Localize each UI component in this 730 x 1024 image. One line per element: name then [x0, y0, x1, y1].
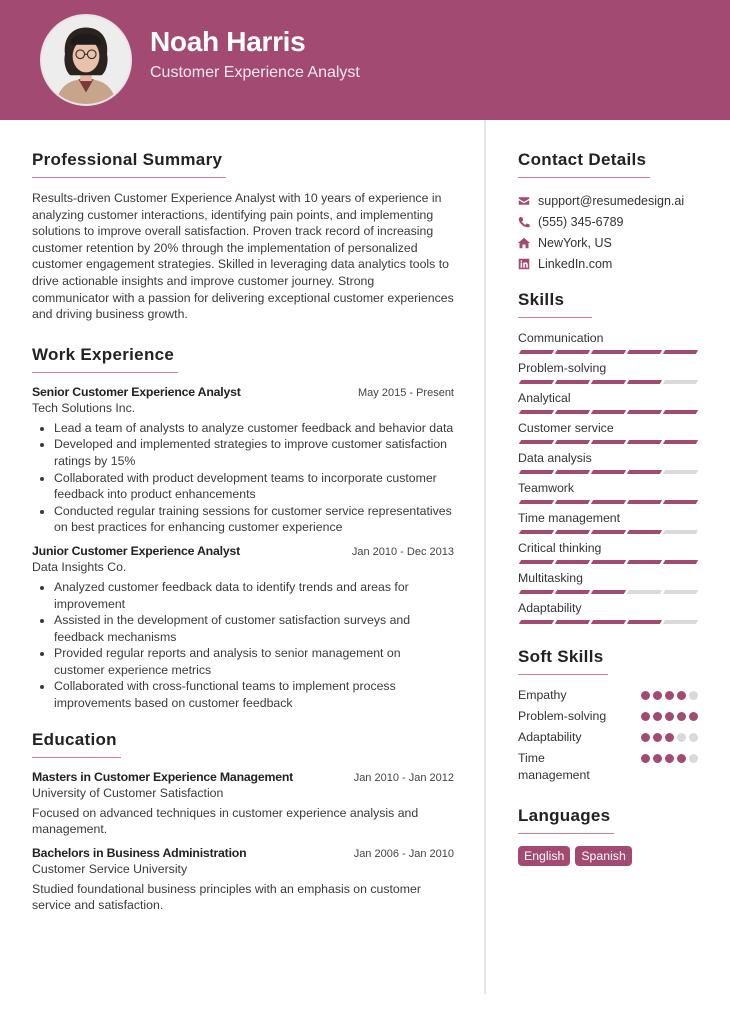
bar-segment-filled: [663, 560, 698, 564]
bar-segment-filled: [627, 380, 662, 384]
language-tag: English: [518, 846, 570, 866]
rating-dot-filled: [677, 712, 686, 721]
bar-segment-filled: [627, 410, 662, 414]
soft-skill-label: Empathy: [518, 688, 567, 702]
soft-skills-section: [518, 647, 703, 784]
bar-segment-filled: [663, 350, 698, 354]
contact-location: [518, 232, 703, 253]
bar-segment-filled: [555, 560, 590, 564]
soft-skill-item: [518, 750, 703, 784]
column-divider: [484, 120, 486, 994]
job-bullet: • Collaborated with cross-functional teams to implement process improvements based on customer feedback: [54, 678, 454, 711]
skill-label: Teamwork: [518, 481, 575, 495]
bar-segment-filled: [627, 470, 662, 474]
skill-item: [518, 600, 703, 625]
bar-segment-filled: [555, 620, 590, 624]
bar-segment-filled: [519, 380, 554, 384]
job-company: Data Insights Co.: [32, 559, 127, 574]
bar-segment-filled: [663, 500, 698, 504]
soft-skill-rating: [641, 750, 703, 784]
degree-name: Bachelors in Business Administration: [32, 845, 247, 860]
education-section: [32, 730, 454, 914]
skill-level-bar: [518, 620, 703, 625]
rating-dot-filled: [653, 691, 662, 700]
skill-item: [518, 330, 703, 355]
bar-segment-filled: [555, 530, 590, 534]
skill-level-bar: [518, 410, 703, 415]
skill-item: [518, 510, 703, 535]
education-dates: Jan 2010 - Jan 2012: [353, 771, 454, 784]
rating-dot-empty: [689, 733, 698, 742]
soft-skill-label: Adaptability: [518, 730, 582, 744]
bar-segment-filled: [519, 530, 554, 534]
section-heading: Languages: [518, 806, 614, 834]
skills-section: [518, 290, 703, 625]
skill-level-bar: [518, 500, 703, 505]
bar-segment-filled: [519, 410, 554, 414]
bar-segment-empty: [663, 620, 698, 624]
bar-segment-empty: [663, 380, 698, 384]
skill-level-bar: [518, 440, 703, 445]
rating-dot-empty: [689, 691, 698, 700]
education-entry: [32, 846, 454, 914]
bar-segment-empty: [663, 470, 698, 474]
skill-label: Problem-solving: [518, 361, 607, 375]
bar-segment-filled: [627, 530, 662, 534]
job-role: Senior Customer Experience Analyst: [32, 384, 241, 399]
bar-segment-filled: [555, 470, 590, 474]
skill-item: [518, 360, 703, 385]
rating-dot-filled: [665, 712, 674, 721]
skill-level-bar: [518, 530, 703, 535]
bar-segment-filled: [519, 440, 554, 444]
bar-segment-filled: [555, 380, 590, 384]
bar-segment-filled: [519, 590, 554, 594]
bar-segment-filled: [555, 440, 590, 444]
bar-segment-filled: [627, 350, 662, 354]
job-bullets: [54, 579, 454, 712]
contact-phone[interactable]: [518, 211, 703, 232]
section-heading: Contact Details: [518, 150, 650, 178]
degree-name: Masters in Customer Experience Management: [32, 769, 294, 784]
contact-email[interactable]: [518, 190, 703, 211]
rating-dot-empty: [677, 733, 686, 742]
bar-segment-filled: [591, 410, 626, 414]
skill-item: [518, 480, 703, 505]
language-tags: [518, 846, 703, 866]
skill-label: Multitasking: [518, 571, 583, 585]
bar-segment-empty: [627, 590, 662, 594]
skill-level-bar: [518, 560, 703, 565]
language-tag: Spanish: [575, 846, 631, 866]
bar-segment-filled: [555, 500, 590, 504]
bar-segment-filled: [591, 470, 626, 474]
bar-segment-filled: [627, 500, 662, 504]
bar-segment-filled: [663, 410, 698, 414]
candidate-title: Customer Experience Analyst: [150, 64, 360, 81]
skill-label: Analytical: [518, 391, 571, 405]
rating-dot-filled: [677, 754, 686, 763]
job-bullet: • Provided regular reports and analysis to senior management on customer experience metrics: [54, 645, 454, 678]
soft-skill-item: [518, 729, 703, 746]
soft-skill-label: Time management: [518, 751, 590, 782]
education-description: Studied foundational business principles with an emphasis on customer service and satisfaction.: [32, 881, 421, 913]
job-dates: Jan 2010 - Dec 2013: [351, 545, 454, 558]
skill-level-bar: [518, 470, 703, 475]
languages-section: [518, 806, 703, 866]
bar-segment-filled: [591, 380, 626, 384]
bar-segment-filled: [591, 530, 626, 534]
school-name: University of Customer Satisfaction: [32, 785, 224, 800]
bar-segment-filled: [591, 620, 626, 624]
rating-dot-filled: [665, 691, 674, 700]
rating-dot-filled: [641, 691, 650, 700]
candidate-name: Noah Harris: [150, 26, 306, 57]
skill-label: Critical thinking: [518, 541, 602, 555]
soft-skill-rating: [641, 687, 703, 704]
skill-item: [518, 390, 703, 415]
resume-header: [0, 0, 730, 120]
bar-segment-filled: [519, 470, 554, 474]
job-entry: [32, 544, 454, 712]
skill-item: [518, 570, 703, 595]
bar-segment-filled: [627, 560, 662, 564]
rating-dot-filled: [653, 754, 662, 763]
bar-segment-filled: [627, 620, 662, 624]
bar-segment-filled: [627, 440, 662, 444]
section-heading: Education: [32, 730, 121, 758]
bar-segment-filled: [591, 500, 626, 504]
skill-label: Customer service: [518, 421, 614, 435]
rating-dot-filled: [641, 754, 650, 763]
summary-section: [32, 150, 454, 323]
skill-level-bar: [518, 380, 703, 385]
bar-segment-filled: [519, 560, 554, 564]
main-column: [32, 150, 454, 928]
bar-segment-filled: [591, 350, 626, 354]
person-photo-icon: [42, 16, 130, 104]
linkedin-icon: [518, 258, 538, 270]
job-bullet: • Lead a team of analysts to analyze customer feedback and behavior data: [54, 420, 454, 437]
job-entry: [32, 385, 454, 536]
skill-label: Time management: [518, 511, 621, 525]
rating-dot-filled: [641, 712, 650, 721]
contact-text: support@resumedesign.ai: [538, 193, 685, 208]
rating-dot-empty: [689, 754, 698, 763]
bar-segment-filled: [591, 590, 626, 594]
rating-dot-filled: [689, 712, 698, 721]
bar-segment-empty: [663, 530, 698, 534]
skill-item: [518, 540, 703, 565]
job-bullet: • Assisted in the development of customer satisfaction surveys and feedback mechanisms: [54, 612, 454, 645]
soft-skill-item: [518, 708, 703, 725]
contact-text: LinkedIn.com: [538, 256, 613, 271]
skill-level-bar: [518, 590, 703, 595]
education-entry: [32, 770, 454, 838]
job-bullet: • Conducted regular training sessions for customer service representatives on best practices for enhancing customer experience: [54, 503, 454, 536]
soft-skill-rating: [641, 729, 703, 746]
sidebar-column: [518, 150, 703, 880]
bar-segment-filled: [591, 560, 626, 564]
section-heading: Soft Skills: [518, 647, 608, 675]
skill-label: Communication: [518, 331, 604, 345]
job-bullet: • Developed and implemented strategies to improve customer satisfaction ratings by 15%: [54, 436, 454, 469]
job-company: Tech Solutions Inc.: [32, 400, 136, 415]
bar-segment-filled: [519, 500, 554, 504]
skill-level-bar: [518, 350, 703, 355]
section-heading: Professional Summary: [32, 150, 226, 178]
summary-text: Results-driven Customer Experience Analyst with 10 years of experience in analyzing customer interactions, identifying pain points, and implementing solutions to improve overall satisfaction. Proven track record of increasing customer retention by 20% through the implementation of personalized customer engagement strategies. Skilled in leveraging data analytics tools to drive actionable insights and improve customer journey. Strong communicator with a passion for delivering exceptional customer experiences and driving business growth.: [32, 191, 454, 322]
soft-skill-item: [518, 687, 703, 704]
bar-segment-empty: [663, 590, 698, 594]
soft-skill-rating: [641, 708, 703, 725]
bar-segment-filled: [663, 440, 698, 444]
skills-list: [518, 330, 703, 625]
contact-text: NewYork, US: [538, 235, 612, 250]
education-dates: Jan 2006 - Jan 2010: [353, 847, 454, 860]
bar-segment-filled: [591, 440, 626, 444]
profile-photo: [40, 14, 132, 106]
contact-linkedin[interactable]: [518, 253, 703, 274]
rating-dot-filled: [653, 712, 662, 721]
rating-dot-filled: [665, 754, 674, 763]
rating-dot-filled: [641, 733, 650, 742]
skill-label: Data analysis: [518, 451, 592, 465]
contact-section: [518, 150, 703, 274]
phone-icon: [518, 216, 538, 228]
soft-skills-list: [518, 687, 703, 784]
bar-segment-filled: [555, 590, 590, 594]
rating-dot-filled: [665, 733, 674, 742]
school-name: Customer Service University: [32, 861, 188, 876]
job-role: Junior Customer Experience Analyst: [32, 543, 241, 558]
rating-dot-filled: [653, 733, 662, 742]
job-bullet: • Collaborated with product development teams to incorporate customer feedback into product enhancements: [54, 470, 454, 503]
bar-segment-filled: [555, 410, 590, 414]
bar-segment-filled: [519, 620, 554, 624]
job-bullet: • Analyzed customer feedback data to identify trends and areas for improvement: [54, 579, 454, 612]
soft-skill-label: Problem-solving: [518, 709, 607, 723]
envelope-icon: [518, 195, 538, 207]
home-icon: [518, 237, 538, 249]
job-bullets: [54, 420, 454, 536]
job-dates: May 2015 - Present: [358, 386, 454, 399]
rating-dot-filled: [677, 691, 686, 700]
education-description: Focused on advanced techniques in customer experience analysis and management.: [32, 805, 419, 837]
section-heading: Work Experience: [32, 345, 178, 373]
skill-item: [518, 450, 703, 475]
bar-segment-filled: [519, 350, 554, 354]
skill-label: Adaptability: [518, 601, 582, 615]
skill-item: [518, 420, 703, 445]
contact-text: (555) 345-6789: [538, 214, 624, 229]
bar-segment-filled: [555, 350, 590, 354]
section-heading: Skills: [518, 290, 592, 318]
experience-section: [32, 345, 454, 712]
